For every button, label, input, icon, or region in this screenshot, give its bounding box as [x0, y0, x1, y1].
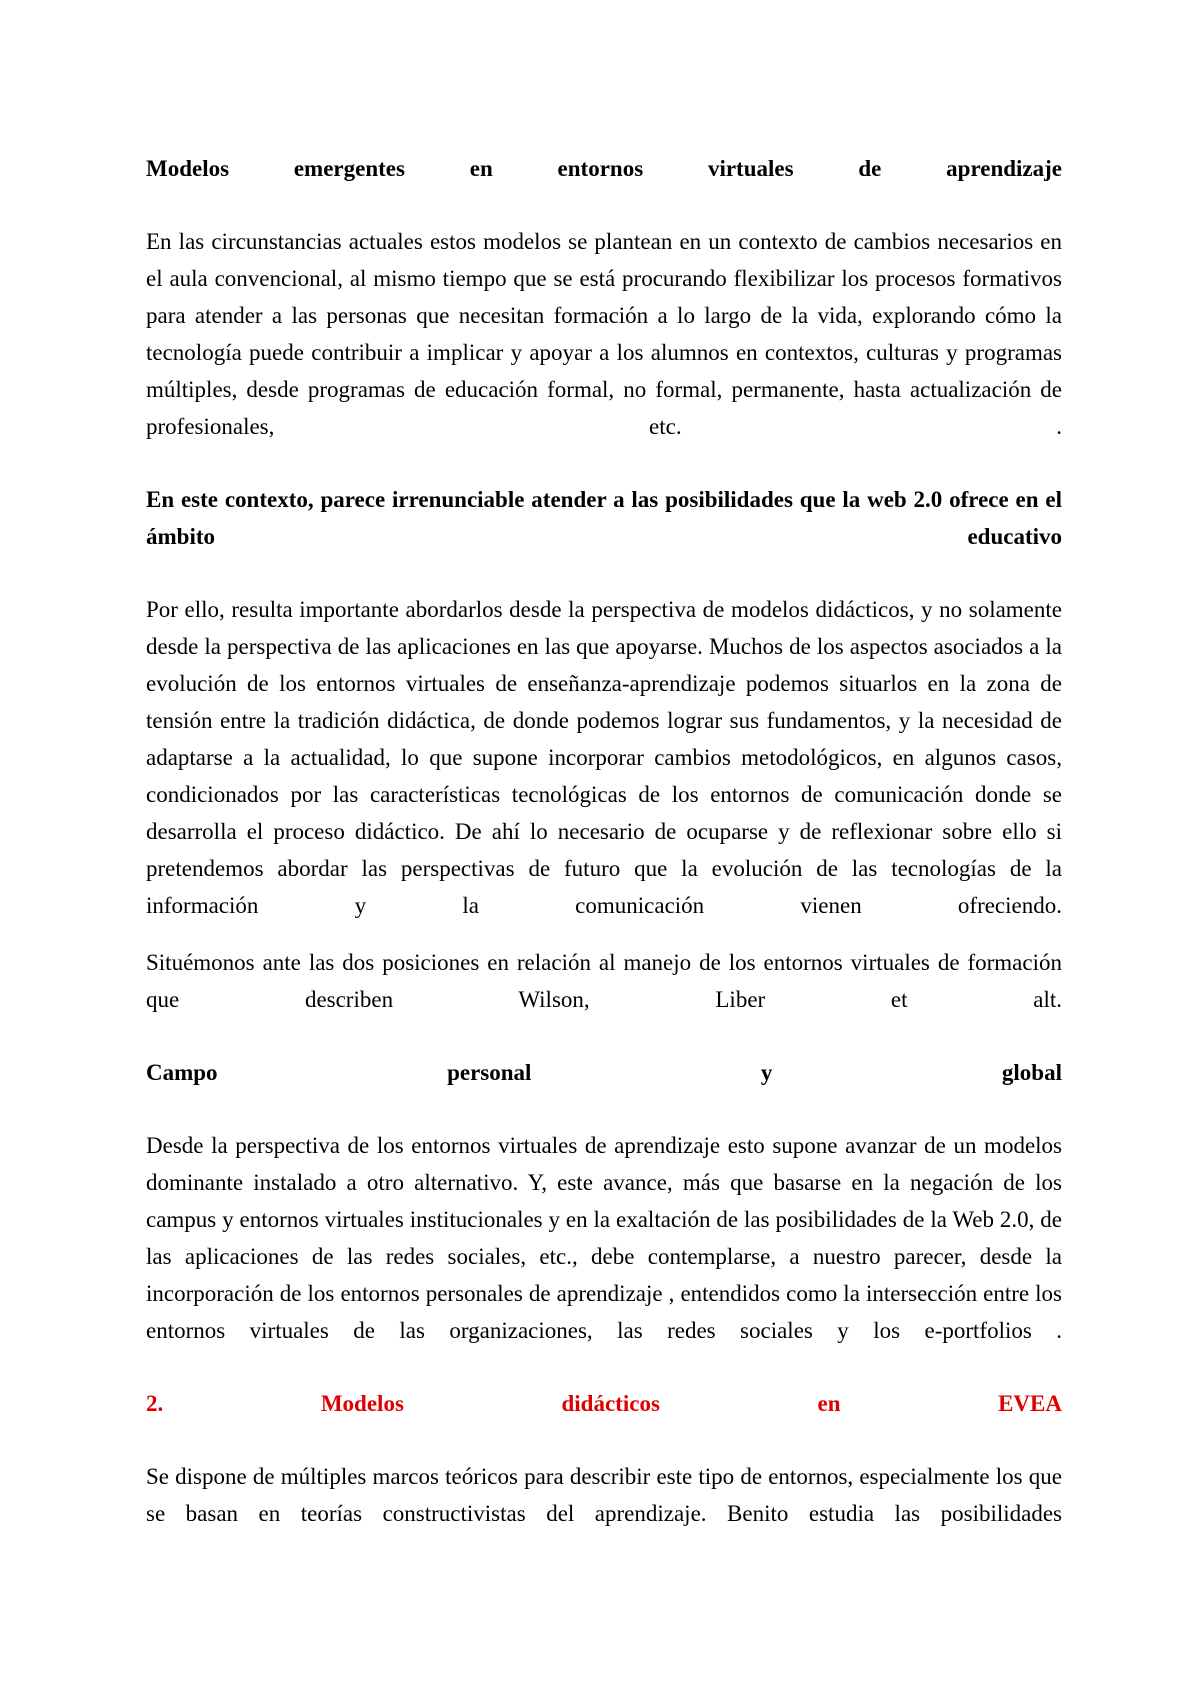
heading-campo-personal: Campo personal y global — [146, 1060, 1062, 1085]
paragraph-marcos-teoricos: Se dispone de múltiples marcos teóricos para describir este tipo de entornos, especialmente los que se basan en teorías constructivistas del aprendizaje. Benito estudia las posibilidades — [146, 1464, 1062, 1526]
heading-modelos-didacticos: 2. Modelos didácticos en EVEA — [146, 1391, 1062, 1416]
heading-web-contexto: En este contexto, parece irrenunciable atender a las posibilidades que la web 2.0 ofrece en el ámbito educativo — [146, 487, 1062, 549]
paragraph-por-ello: Por ello, resulta importante abordarlos desde la perspectiva de modelos didácticos, y no solamente desde la perspectiva de las aplicaciones en las que apoyarse. Muchos de los aspectos asociados a la evolución de los entornos virtuales de enseñanza-aprendizaje podemos situarlos en la zona de tensión entre la tradición didáctica, de donde podemos lograr sus fundamentos, y la necesidad de adaptarse a la actualidad, lo que supone incorporar cambios metodológicos, en algunos casos, condicionados por las características tecnológicas de los entornos de comunicación donde se desarrolla el proceso didáctico. De ahí lo necesario de ocuparse y de reflexionar sobre ello si pretendemos abordar las perspectivas de futuro que la evolución de las tecnologías de la información y la comunicación vienen ofreciendo. — [146, 597, 1062, 918]
paragraph-circunstancias: En las circunstancias actuales estos modelos se plantean en un contexto de cambios necesarios en el aula convencional, al mismo tiempo que se está procurando flexibilizar los procesos formativos para atender a las personas que necesitan formación a lo largo de la vida, explorando cómo la tecnología puede contribuir a implicar y apoyar a los alumnos en contextos, culturas y programas múltiples, desde programas de educación formal, no formal, permanente, hasta actualización de profesionales, etc. . — [146, 229, 1062, 439]
document-body — [146, 150, 1062, 1532]
paragraph-situemonos: Situémonos ante las dos posiciones en relación al manejo de los entornos virtuales de formación que describen Wilson, Liber et alt. — [146, 950, 1062, 1012]
heading-modelos-emergentes: Modelos emergentes en entornos virtuales de aprendizaje — [146, 156, 1062, 181]
paragraph-desde-la-perspectiva: Desde la perspectiva de los entornos virtuales de aprendizaje esto supone avanzar de un modelos dominante instalado a otro alternativo. Y, este avance, más que basarse en la negación de los campus y entornos virtuales institucionales y en la exaltación de las posibilidades de la Web 2.0, de las aplicaciones de las redes sociales, etc., debe contemplarse, a nuestro parecer, desde la incorporación de los entornos personales de aprendizaje , entendidos como la intersección entre los entornos virtuales de las organizaciones, las redes sociales y los e-portfolios . — [146, 1133, 1062, 1343]
